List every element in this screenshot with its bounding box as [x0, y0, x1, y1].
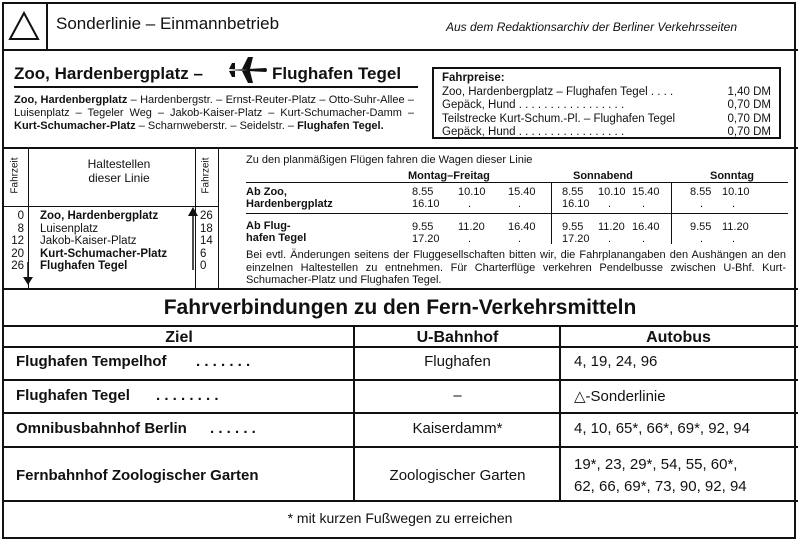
- arrow-up-icon: [187, 206, 199, 270]
- schedule-time: .: [700, 233, 704, 245]
- fare-label: Zoo, Hardenbergplatz – Flughafen Tegel . . . .: [442, 85, 674, 98]
- route-part: Flughafen Tegel.: [297, 120, 384, 132]
- col-header-autobus: Autobus: [646, 329, 711, 346]
- schedule-time: .: [642, 233, 646, 245]
- schedule-time: 15.40: [508, 186, 536, 198]
- schedule-time: 8.55: [690, 186, 712, 198]
- schedule-time: .: [468, 198, 472, 210]
- connections-title: Fahrverbindungen zu den Fern-Verkehrsmitteln: [163, 296, 637, 319]
- conn-ziel: Fernbahnhof Zoologischer Garten: [16, 467, 259, 484]
- schedule-time: .: [732, 198, 736, 210]
- stop-time-return: 6: [200, 247, 207, 260]
- stop-name: Zoo, Hardenbergplatz: [40, 210, 159, 222]
- conn-ubahn: –: [453, 387, 462, 404]
- route-from: Zoo, Hardenbergplatz –: [14, 64, 203, 83]
- fare-label: Gepäck, Hund . . . . . . . . . . . . . . . . .: [442, 126, 625, 138]
- table-row-rule-3: [2, 446, 798, 448]
- conn-bus: 19*, 23, 29*, 54, 55, 60*,: [574, 456, 738, 473]
- conn-bus-line2: 62, 66, 69*, 73, 90, 92, 94: [574, 478, 747, 495]
- stop-time-outbound: 12: [11, 235, 24, 247]
- schedule-time: 11.20: [722, 221, 749, 233]
- schedule-time: .: [700, 198, 704, 210]
- schedule-intro: Zu den planmäßigen Flügen fahren die Wagen dieser Linie: [246, 154, 533, 166]
- table-row-rule-2: [2, 412, 798, 414]
- schedule-time: 8.55: [412, 186, 434, 198]
- schedule-day-rule: [246, 182, 788, 183]
- archive-note: Aus dem Redaktionsarchiv der Berliner Verkehrsseiten: [446, 20, 738, 34]
- schedule-time: 16.10: [562, 198, 590, 210]
- stop-time-return: 18: [200, 222, 213, 235]
- schedule-time: 10.10: [598, 186, 626, 198]
- table-bottom-rule: [2, 500, 798, 502]
- stop-time-outbound: 26: [11, 260, 24, 272]
- route-underline: [14, 86, 418, 88]
- fare-label: Gepäck, Hund . . . . . . . . . . . . . . . . .: [442, 99, 625, 111]
- schedule-time: 9.55: [562, 221, 584, 233]
- route-to: Flughafen Tegel: [272, 64, 402, 83]
- stop-time-return: 14: [200, 235, 213, 247]
- stop-name: Flughafen Tegel: [40, 260, 128, 272]
- schedule-time: .: [608, 198, 612, 210]
- stop-name: Luisenplatz: [40, 222, 99, 235]
- schedule-time: 15.40: [632, 186, 660, 198]
- route-part: – Scharnweberstr. – Seidelstr. –: [135, 120, 298, 132]
- day-sa: Sonnabend: [573, 170, 633, 182]
- conn-ziel: Flughafen Tempelhof: [16, 353, 167, 370]
- route-part: – Hardenbergstr. – Ernst-Reuter-Platz – Otto-Suhr-Allee – Luisenplatz – Tegeler Weg – Jakob-Kaiser-Platz – Kurt-Schumacher-Damm –: [14, 94, 415, 119]
- schedule-note: Bei evtl. Änderungen seitens der Fluggesellschaften bitten wir, die Fahrplanangaben den Aushängen an den einzelnen Haltestellen zu entnehmen. Für Charterflüge verkehren Pendelbusse zwischen U-Bhf. Kurt-Schumacher-Platz und Flughafen Tegel.: [246, 249, 786, 286]
- table-top-rule: [2, 325, 798, 327]
- schedule-time: 16.10: [412, 198, 440, 210]
- fare-row: [442, 86, 771, 100]
- fare-row: [442, 126, 771, 140]
- conn-ubahn: Zoologischer Garten: [389, 467, 526, 484]
- col-header-ubahn: U-Bahnhof: [416, 329, 499, 346]
- fare-price: 0,70 DM: [727, 126, 771, 138]
- fare-row: [442, 99, 771, 113]
- stop-time-outbound: 20: [11, 247, 24, 260]
- conn-ziel: Omnibusbahnhof Berlin: [16, 420, 187, 437]
- conn-ziel: Flughafen Tegel: [16, 387, 130, 404]
- schedule-time: .: [642, 198, 646, 210]
- stop-time-return: 26: [200, 210, 213, 222]
- stops-header-rule: [2, 206, 218, 207]
- schedule-time: 16.40: [508, 221, 536, 233]
- section-rule-1: [2, 147, 798, 149]
- schedule-time: .: [608, 233, 612, 245]
- schedule-time: 17.20: [412, 233, 440, 245]
- fare-title: Fahrpreise:: [442, 72, 505, 84]
- conn-dots: . . . . . .: [210, 420, 256, 437]
- stops-divider-right: [218, 148, 219, 288]
- stop-time-return: 0: [200, 260, 207, 272]
- row2-label: Ab Flug- hafen Tegel: [246, 220, 307, 244]
- col-header-ziel: Ziel: [165, 329, 193, 346]
- conn-bus: 4, 19, 24, 96: [574, 353, 658, 370]
- stop-name: Kurt-Schumacher-Platz: [40, 247, 168, 260]
- schedule-time: .: [468, 233, 472, 245]
- fare-label: Teilstrecke Kurt-Schum.-Pl. – Flughafen Tegel: [442, 112, 676, 125]
- table-row-rule-1: [2, 379, 798, 381]
- fare-rows: [442, 86, 771, 140]
- arrow-down-icon: [22, 262, 34, 286]
- footnote: * mit kurzen Fußwegen zu erreichen: [287, 510, 513, 526]
- day-so: Sonntag: [710, 170, 754, 182]
- schedule-time: 10.10: [458, 186, 486, 198]
- fare-price: 0,70 DM: [727, 99, 771, 111]
- fare-price: 1,40 DM: [727, 85, 771, 98]
- fahrzeit-label-right: Fahrzeit: [200, 157, 212, 194]
- schedule-time: 11.20: [598, 221, 625, 233]
- conn-ubahn: Flughafen: [424, 353, 491, 370]
- schedule-time: 11.20: [458, 221, 485, 233]
- conn-dots: . . . . . . . .: [156, 387, 219, 404]
- schedule-row-rule: [246, 213, 788, 214]
- route-part: Zoo, Hardenbergplatz: [14, 94, 128, 106]
- day-mf: Montag–Freitag: [408, 170, 490, 182]
- row1-label: Ab Zoo, Hardenbergplatz: [246, 186, 333, 210]
- stops-heading: Haltestellen dieser Linie: [87, 157, 151, 185]
- schedule-time: .: [732, 233, 736, 245]
- triangle-icon: [6, 8, 42, 44]
- conn-bus: △-Sonderlinie: [574, 388, 666, 405]
- fare-row: [442, 113, 771, 127]
- schedule-time: 8.55: [562, 186, 584, 198]
- header-divider: [46, 2, 48, 50]
- conn-ubahn: Kaiserdamm*: [412, 420, 503, 437]
- schedule-time: .: [518, 198, 522, 210]
- stop-time-outbound: 8: [17, 222, 24, 235]
- section-rule-2: [2, 288, 798, 290]
- schedule-time: 9.55: [690, 221, 712, 233]
- fare-box: [432, 67, 781, 139]
- header-title: Sonderlinie – Einmannbetrieb: [56, 14, 280, 33]
- conn-dots: . . . . . . .: [196, 353, 251, 370]
- route-part: Kurt-Schumacher-Platz: [14, 120, 136, 132]
- route-description: [14, 94, 414, 133]
- schedule-time: 10.10: [722, 186, 750, 198]
- schedule-time: 16.40: [632, 221, 660, 233]
- conn-bus: 4, 10, 65*, 66*, 69*, 92, 94: [574, 420, 750, 437]
- schedule-time: .: [518, 233, 522, 245]
- airplane-icon: [226, 55, 268, 85]
- fare-price: 0,70 DM: [727, 112, 771, 125]
- header-rule: [2, 49, 798, 51]
- table-head-rule: [2, 346, 798, 348]
- stop-name: Jakob-Kaiser-Platz: [40, 235, 137, 247]
- schedule-time: 9.55: [412, 221, 434, 233]
- schedule-time: 17.20: [562, 233, 590, 245]
- fahrzeit-label-left: Fahrzeit: [9, 157, 21, 194]
- stop-time-outbound: 0: [17, 210, 24, 222]
